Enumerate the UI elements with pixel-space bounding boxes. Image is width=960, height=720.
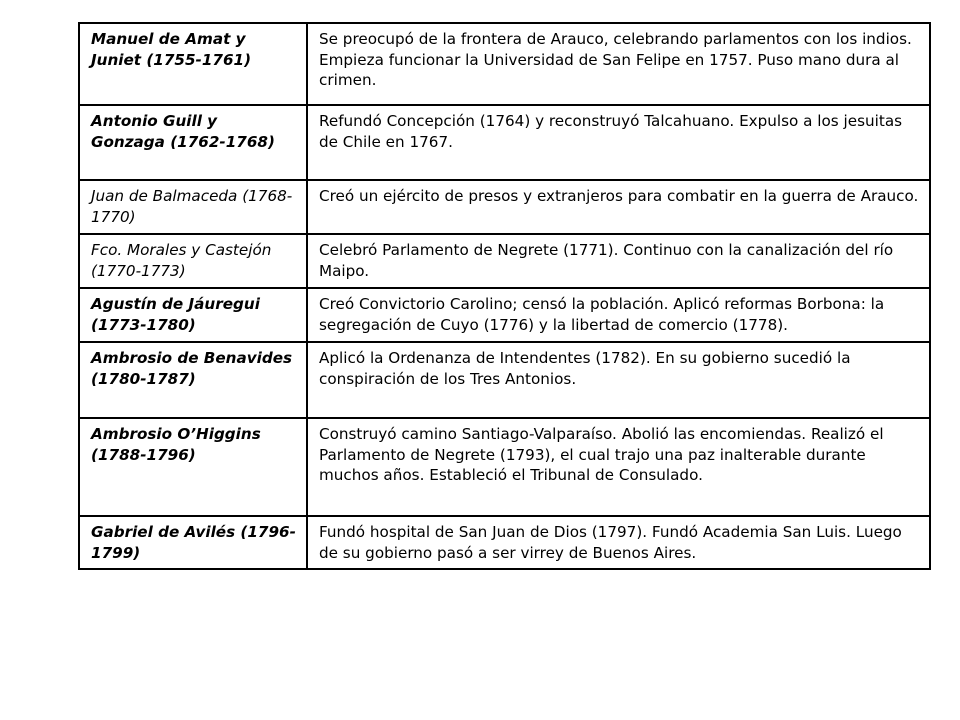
governor-description: Celebró Parlamento de Negrete (1771). Continuo con la canalización del río Maipo. (307, 234, 930, 288)
governor-description: Creó Convictorio Carolino; censó la población. Aplicó reformas Borbona: la segregación de Cuyo (1776) y la libertad de comercio (1778). (307, 288, 930, 342)
governor-description: Fundó hospital de San Juan de Dios (1797). Fundó Academia San Luis. Luego de su gobierno pasó a ser virrey de Buenos Aires. (307, 516, 930, 569)
table-row (79, 288, 930, 342)
governor-name: Gabriel de Avilés (1796-1799) (79, 516, 307, 569)
governor-name: Fco. Morales y Castejón (1770-1773) (79, 234, 307, 288)
table-row (79, 23, 930, 105)
governor-description: Aplicó la Ordenanza de Intendentes (1782). En su gobierno sucedió la conspiración de los Tres Antonios. (307, 342, 930, 418)
table-row (79, 105, 930, 180)
table-row (79, 180, 930, 234)
governor-name: Ambrosio O’Higgins (1788-1796) (79, 418, 307, 516)
governor-name: Antonio Guill y Gonzaga (1762-1768) (79, 105, 307, 180)
table-row (79, 342, 930, 418)
governor-description: Refundó Concepción (1764) y reconstruyó Talcahuano. Expulso a los jesuitas de Chile en 1767. (307, 105, 930, 180)
governor-description: Construyó camino Santiago-Valparaíso. Abolió las encomiendas. Realizó el Parlamento de Negrete (1793), el cual trajo una paz inalterable durante muchos años. Estableció el Tribunal de Consulado. (307, 418, 930, 516)
governor-name: Manuel de Amat y Juniet (1755-1761) (79, 23, 307, 105)
governor-name: Juan de Balmaceda (1768-1770) (79, 180, 307, 234)
table-row (79, 418, 930, 516)
governor-description: Se preocupó de la frontera de Arauco, celebrando parlamentos con los indios. Empieza funcionar la Universidad de San Felipe en 1757. Puso mano dura al crimen. (307, 23, 930, 105)
governors-table (78, 22, 931, 570)
governor-name: Ambrosio de Benavides (1780-1787) (79, 342, 307, 418)
table-row (79, 516, 930, 569)
table-row (79, 234, 930, 288)
governor-name: Agustín de Jáuregui (1773-1780) (79, 288, 307, 342)
governor-description: Creó un ejército de presos y extranjeros para combatir en la guerra de Arauco. (307, 180, 930, 234)
